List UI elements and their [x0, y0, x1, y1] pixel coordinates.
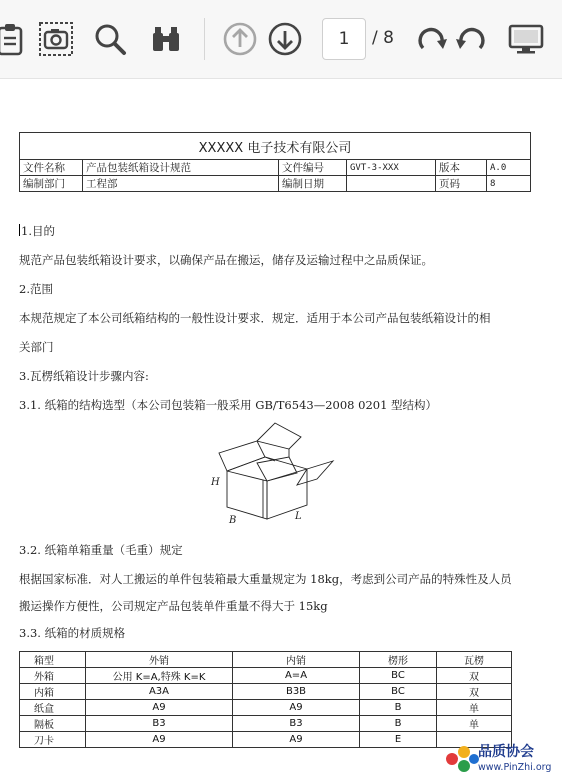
- header-cell: 产品包装纸箱设计规范: [83, 160, 279, 176]
- page-number-input[interactable]: [322, 18, 366, 60]
- header-row-2: [20, 176, 531, 192]
- section-3-1-title: 3.1. 纸箱的结构选型（本公司包装箱一般采用 GB/T6543—2008 0201 型结构）: [19, 398, 438, 412]
- table-cell: 双: [437, 684, 512, 700]
- table-cell: 双: [437, 668, 512, 684]
- table-cell: BC: [360, 668, 437, 684]
- monitor-icon: [508, 23, 544, 55]
- section-1-text: 规范产品包装纸箱设计要求，以确保产品在搬运，储存及运输过程中之品质保证。: [19, 253, 433, 267]
- rotate-counterclockwise-icon: [454, 22, 488, 56]
- rotate-counterclockwise-button[interactable]: [451, 17, 491, 61]
- search-button[interactable]: [90, 17, 130, 61]
- rotate-clockwise-button[interactable]: [412, 17, 452, 61]
- table-header-row: [20, 652, 512, 668]
- previous-page-button[interactable]: [220, 17, 260, 61]
- length-label: L: [295, 511, 302, 522]
- arrow-down-circle-icon: [268, 22, 302, 56]
- column-header: 内销: [233, 652, 360, 668]
- table-cell: B3B: [233, 684, 360, 700]
- header-cell: 页码: [436, 176, 487, 192]
- watermark-url: www.PinZhi.org: [478, 762, 552, 773]
- table-cell: A9: [86, 700, 233, 716]
- carton-box-diagram: [205, 419, 345, 524]
- table-cell: 单: [437, 716, 512, 732]
- section-3-2-text-line-2: 搬运操作方便性，公司规定产品包装单件重量不得大于 15kg: [19, 599, 328, 613]
- pdf-toolbar: [0, 0, 562, 79]
- header-cell: 编制日期: [279, 176, 347, 192]
- table-row: [20, 668, 512, 684]
- table-cell: B: [360, 716, 437, 732]
- table-cell: A3A: [86, 684, 233, 700]
- section-2-text-line-2: 关部门: [19, 340, 54, 354]
- table-cell: E: [360, 732, 437, 748]
- camera-icon: [38, 21, 74, 57]
- table-cell: 公用 K=A,特殊 K=K: [86, 668, 233, 684]
- header-cell: 文件编号: [279, 160, 347, 176]
- header-cell: GVT-3-XXX: [347, 160, 436, 176]
- toolbar-separator: [204, 18, 205, 60]
- section-1-title: [19, 223, 55, 239]
- company-name: XXXXX 电子技术有限公司: [20, 133, 531, 160]
- header-cell: A.0: [487, 160, 531, 176]
- arrow-up-circle-icon: [223, 22, 257, 56]
- table-cell: BC: [360, 684, 437, 700]
- table-cell: A9: [233, 700, 360, 716]
- search-icon: [93, 22, 127, 56]
- next-page-button[interactable]: [265, 17, 305, 61]
- section-2-title: 2.范围: [19, 282, 53, 296]
- rotate-clockwise-icon: [415, 22, 449, 56]
- find-all-button[interactable]: [146, 17, 186, 61]
- table-cell: 隔板: [20, 716, 86, 732]
- table-cell: 刀卡: [20, 732, 86, 748]
- column-header: 楞形: [360, 652, 437, 668]
- header-cell: 文件名称: [20, 160, 83, 176]
- header-cell: 版本: [436, 160, 487, 176]
- table-row: [20, 716, 512, 732]
- document-page: [0, 79, 562, 780]
- table-cell: A=A: [233, 668, 360, 684]
- table-cell: 外箱: [20, 668, 86, 684]
- section-3-2-text-line-1: 根据国家标准．对人工搬运的单件包装箱最大重量规定为 18kg，考虑到公司产品的特殊性及人员: [19, 572, 512, 586]
- section-3-title: 3.瓦楞纸箱设计步骤内容:: [19, 369, 149, 383]
- snapshot-button[interactable]: [36, 17, 76, 61]
- table-cell: 单: [437, 700, 512, 716]
- header-cell: 编制部门: [20, 176, 83, 192]
- document-header-table: [19, 132, 531, 192]
- table-row: [20, 684, 512, 700]
- table-cell: B: [360, 700, 437, 716]
- table-cell: B3: [86, 716, 233, 732]
- header-row-1: [20, 160, 531, 176]
- material-spec-table: [19, 651, 512, 748]
- column-header: 瓦楞: [437, 652, 512, 668]
- text-cursor: [19, 224, 20, 236]
- column-header: 箱型: [20, 652, 86, 668]
- table-cell: A9: [233, 732, 360, 748]
- header-cell: 8: [487, 176, 531, 192]
- table-cell: A9: [86, 732, 233, 748]
- clipboard-button[interactable]: [0, 17, 30, 61]
- column-header: 外销: [86, 652, 233, 668]
- page-total-label: / 8: [372, 28, 394, 48]
- section-2-text-line-1: 本规范规定了本公司纸箱结构的一般性设计要求．规定．适用于本公司产品包装纸箱设计的相: [19, 311, 491, 325]
- section-1-title-text: 1.目的: [21, 224, 55, 238]
- table-cell: 内箱: [20, 684, 86, 700]
- height-label: H: [211, 477, 220, 488]
- section-3-3-title: 3.3. 纸箱的材质规格: [19, 626, 126, 640]
- table-row: [20, 700, 512, 716]
- watermark-name: 品质协会: [478, 744, 534, 760]
- presentation-mode-button[interactable]: [506, 17, 546, 61]
- table-cell: B3: [233, 716, 360, 732]
- table-cell: 纸盒: [20, 700, 86, 716]
- header-cell: 工程部: [83, 176, 279, 192]
- header-cell: [347, 176, 436, 192]
- binoculars-icon: [150, 24, 182, 54]
- section-3-2-title: 3.2. 纸箱单箱重量（毛重）规定: [19, 543, 183, 557]
- clipboard-icon: [0, 22, 25, 56]
- breadth-label: B: [229, 515, 237, 524]
